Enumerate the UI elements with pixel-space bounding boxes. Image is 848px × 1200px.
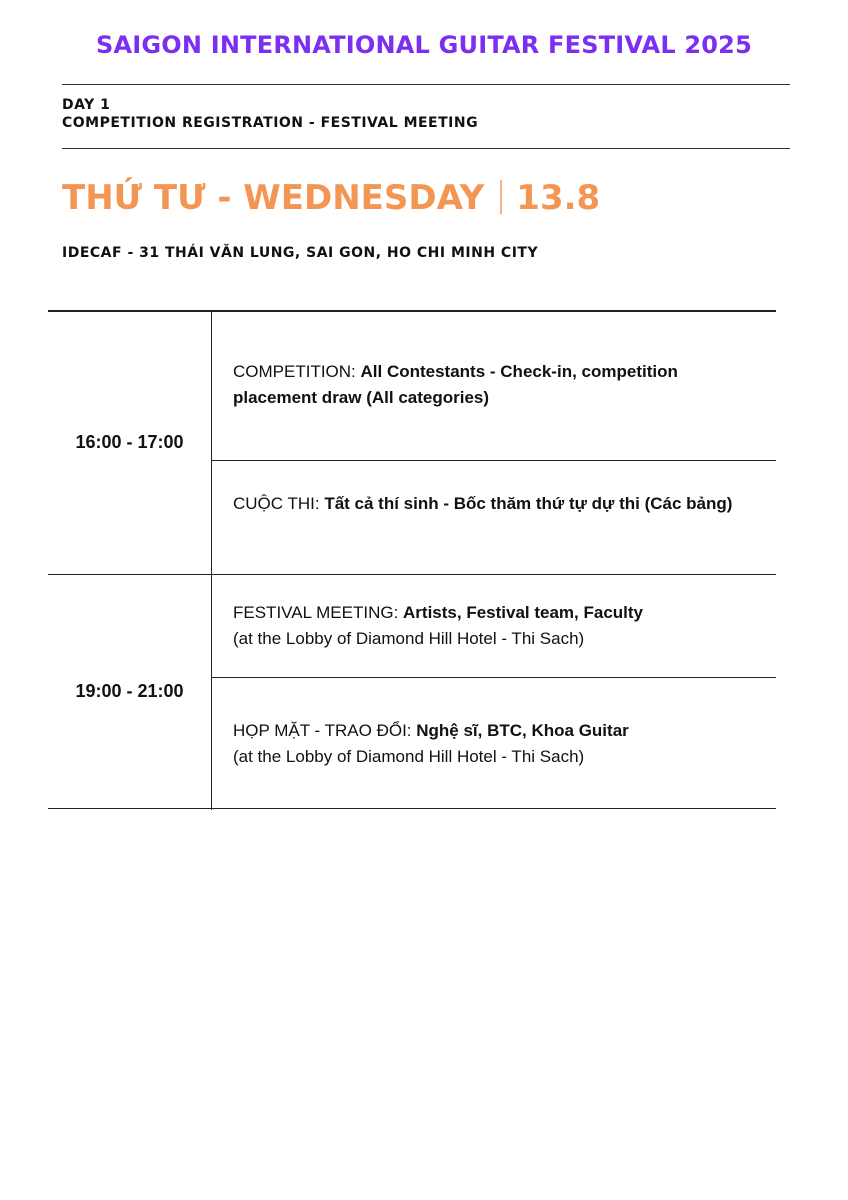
event-location: (at the Lobby of Diamond Hill Hotel - Thi Sach) <box>233 747 585 766</box>
date-heading <box>62 178 600 218</box>
table-top-border <box>48 310 776 312</box>
weekday: THỨ TƯ - WEDNESDAY <box>62 178 485 218</box>
schedule-table <box>48 310 776 810</box>
event-competition <box>233 359 743 411</box>
day-subtitle: COMPETITION REGISTRATION - FESTIVAL MEETING <box>62 115 479 131</box>
event-label: FESTIVAL MEETING: <box>233 603 404 622</box>
event-detail: Tất cả thí sinh - Bốc thăm thứ tự dự thi (Các bảng) <box>324 494 733 513</box>
bottom-divider <box>62 148 790 149</box>
event-label: HỌP MẶT - TRAO ĐỔI: <box>233 721 417 740</box>
row1-event-divider <box>211 460 776 461</box>
event-location: (at the Lobby of Diamond Hill Hotel - Thi Sach) <box>233 629 585 648</box>
event-label: CUỘC THI: <box>233 494 325 513</box>
table-bottom-border <box>48 808 776 809</box>
table-column-divider <box>211 310 212 810</box>
row-divider <box>48 574 776 575</box>
event-festival-meeting <box>233 600 743 652</box>
event-hop-mat <box>233 718 743 770</box>
venue: IDECAF - 31 THÁI VĂN LUNG, SAI GON, HO CHI MINH CITY <box>62 245 539 261</box>
event-label: COMPETITION: <box>233 362 361 381</box>
festival-title: SAIGON INTERNATIONAL GUITAR FESTIVAL 2025 <box>96 31 752 59</box>
heading-separator <box>500 180 502 214</box>
row2-event-divider <box>211 677 776 678</box>
day-label: DAY 1 <box>62 97 111 113</box>
date: 13.8 <box>516 178 601 218</box>
event-detail: Artists, Festival team, Faculty <box>403 603 644 622</box>
day-block <box>62 96 478 132</box>
event-detail: Nghệ sĩ, BTC, Khoa Guitar <box>416 721 629 740</box>
event-cuoc-thi <box>233 491 743 517</box>
top-divider <box>62 84 790 85</box>
event-detail: All Contestants - Check-in, competition placement draw (All categories) <box>233 362 678 407</box>
time-slot-1: 16:00 - 17:00 <box>75 432 184 452</box>
time-slot-2: 19:00 - 21:00 <box>75 681 184 701</box>
